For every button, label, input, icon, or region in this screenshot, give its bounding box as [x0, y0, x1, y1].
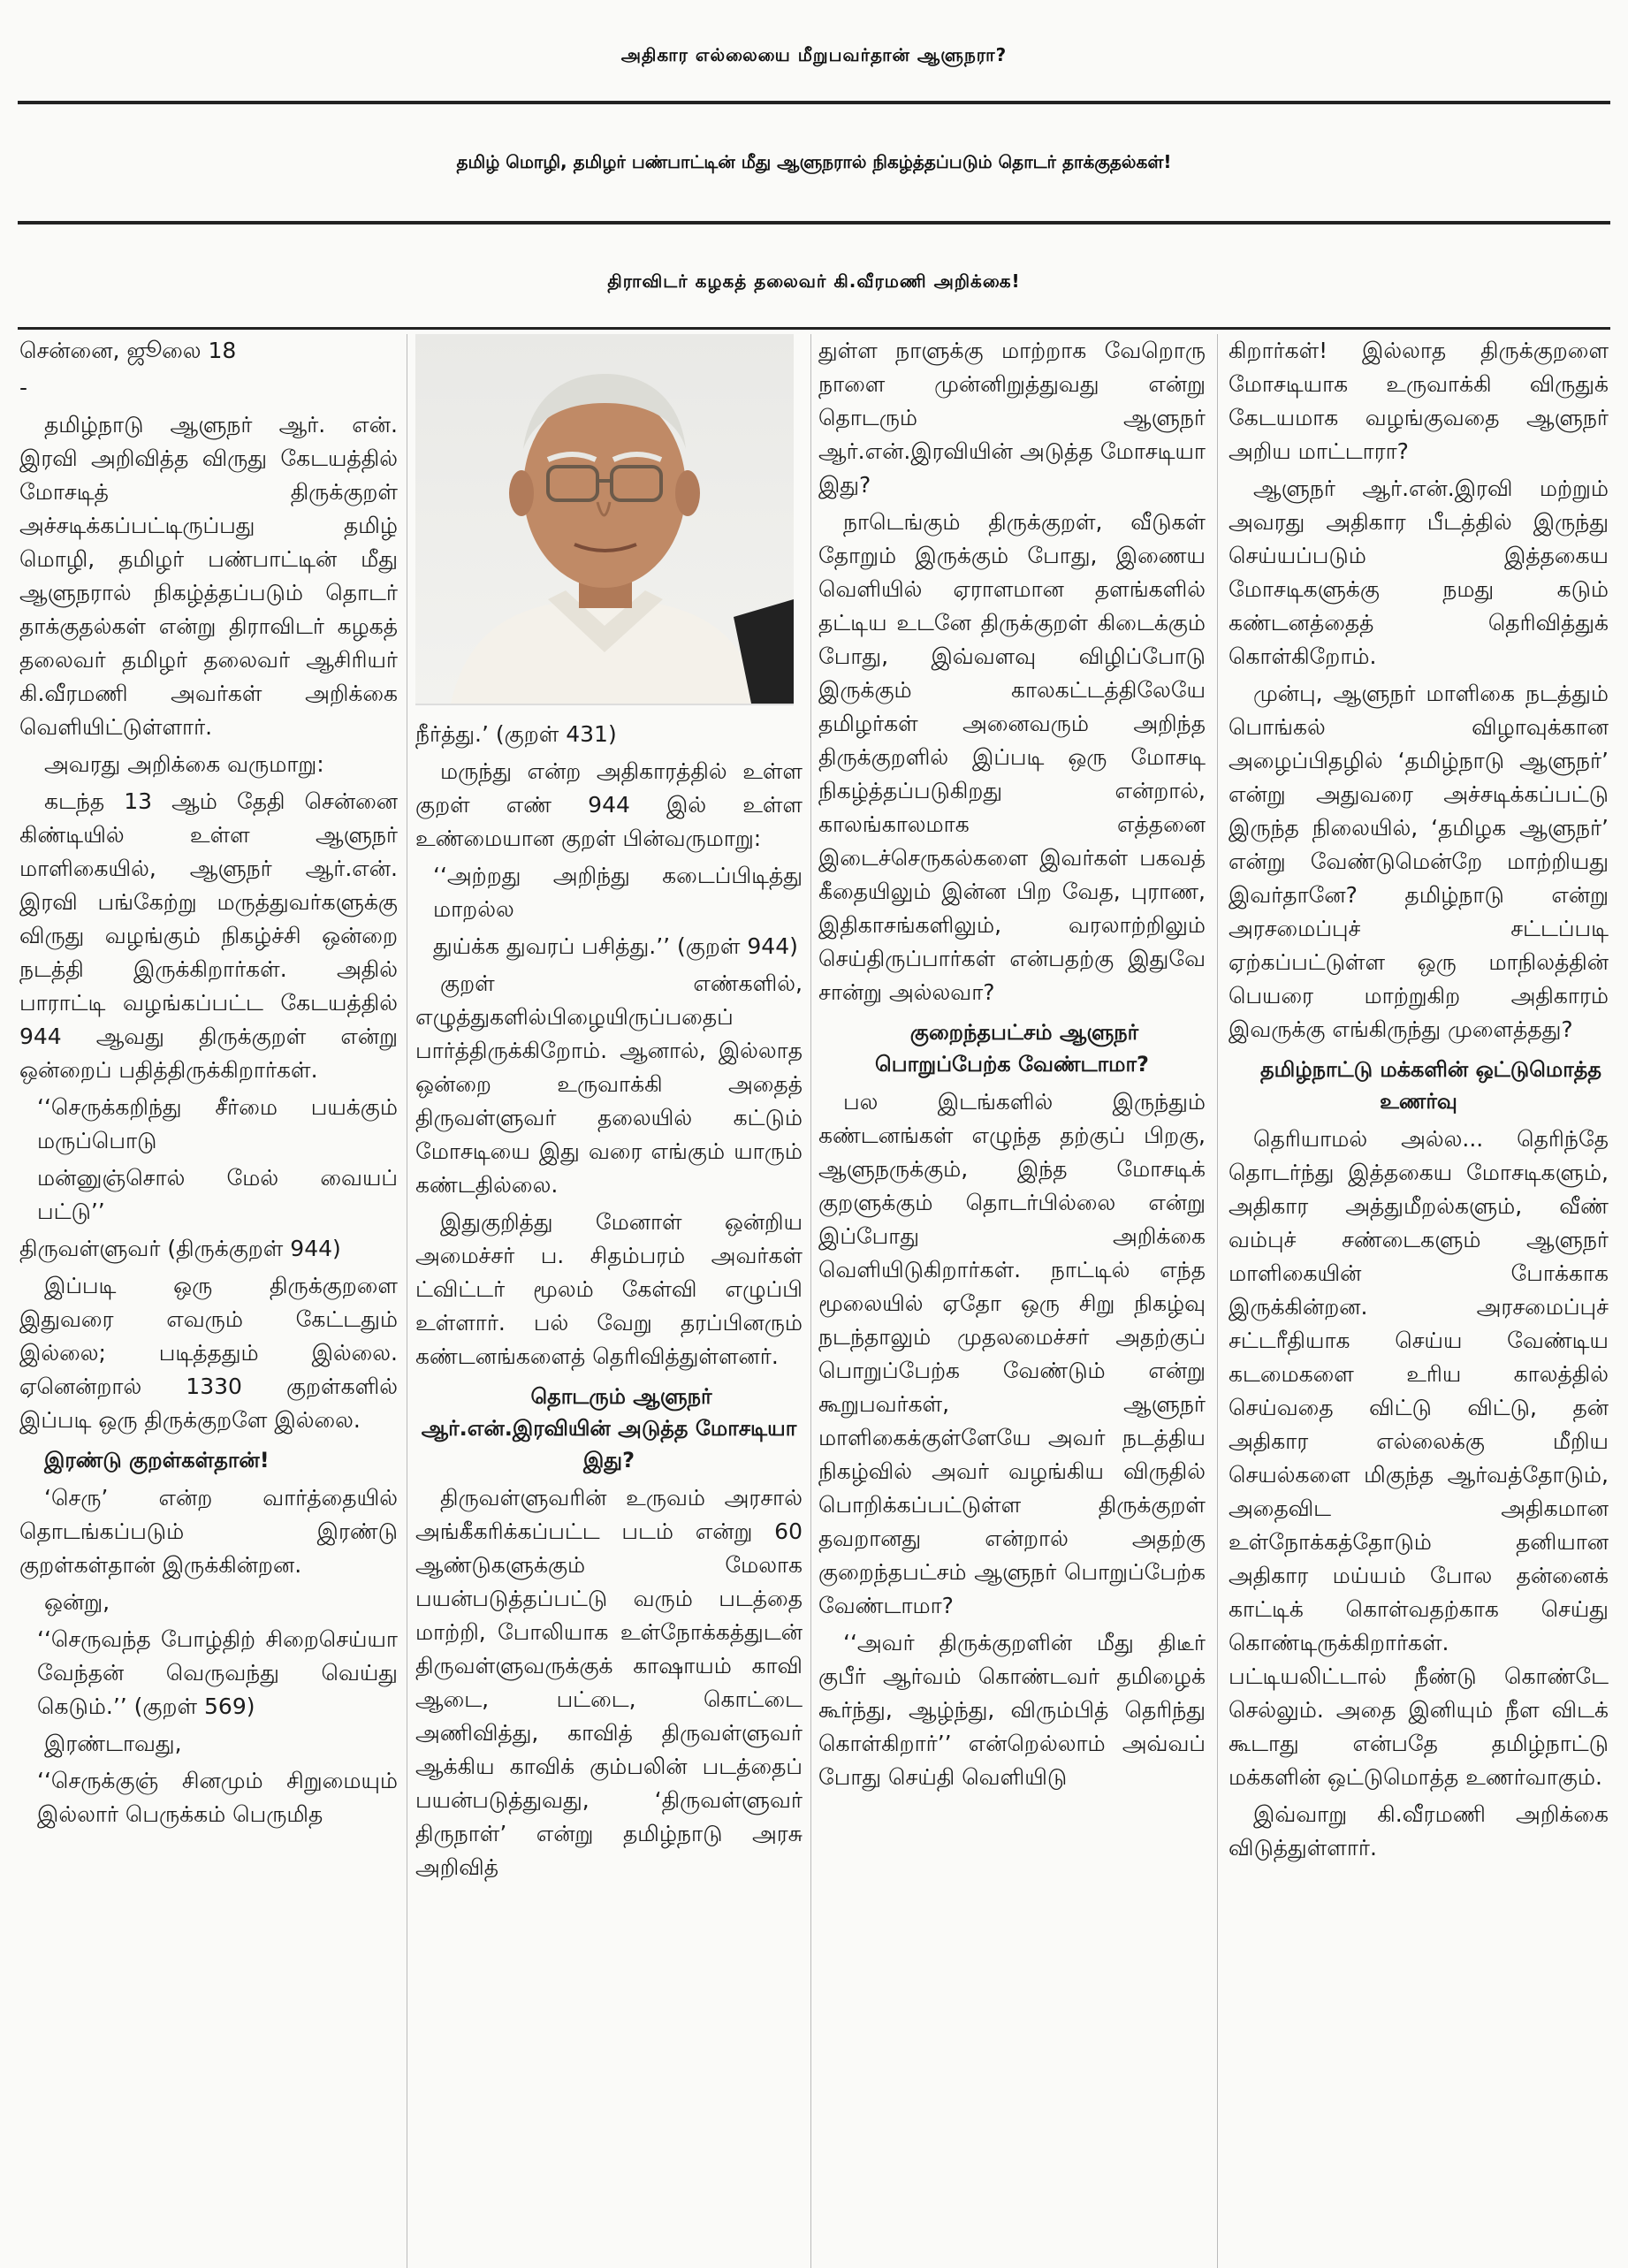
paragraph: இதுகுறித்து மேனாள் ஒன்றிய அமைச்சர் ப. சிதம்பரம் அவர்கள் ட்விட்டர் மூலம் கேள்வி எழுப்பி உள்ளார். பல் வேறு தரப்பினரும் கண்டனங்களைத் தெரிவித்துள்ளனர்.: [415, 1209, 803, 1369]
column-divider: [810, 334, 811, 2268]
portrait-photo-image: [415, 334, 794, 704]
kural-quote: ‘‘செருவந்த போழ்திற் சிறைசெய்யா வேந்தன் வெருவந்து வெய்து கெடும்.’’ (குறள் 569): [37, 1626, 398, 1719]
dateline-dash: -: [19, 375, 28, 400]
kural-citation: நீர்த்து.’ (குறள் 431): [415, 721, 617, 747]
paragraph: அவரது அறிக்கை வருமாறு:: [44, 751, 324, 777]
paragraph: ஆளுநர் ஆர்.என்.இரவி மற்றும் அவரது அதிகார பீடத்தில் இருந்து செய்யப்படும் இத்தகைய மோசடிகளுக்கு நமது கடும் கண்டனத்தைத் தெரிவித்துக் கொள்கிறோம்.: [1229, 476, 1609, 669]
paragraph: கடந்த 13 ஆம் தேதி சென்னை கிண்டியில் உள்ள ஆளுநர் மாளிகையில், ஆளுநர் ஆர்.என். இரவி பங்கேற்று மருத்துவர்களுக்கு விருது வழங்கும் நிகழ்ச்சி ஒன்றை நடத்தி இருக்கிறார்கள். அதில் பாராட்டி வழங்கப்பட்ட கேடயத்தில் 944 ஆவது திருக்குறள் என்று ஒன்றைப் பதித்திருக்கிறார்கள்.: [19, 788, 398, 1083]
article-column-4: [1229, 334, 1609, 2268]
divider: [18, 221, 1610, 225]
subheading: தமிழ்நாட்டு மக்களின் ஒட்டுமொத்த உணர்வு: [1260, 1057, 1601, 1114]
paragraph: ‘‘அவர் திருக்குறளின் மீது திடீர் குபீர் ஆர்வம் கொண்டவர் தமிழைக் கூர்ந்து, ஆழ்ந்து, விரும்பித் தெரிந்து கொள்கிறார்’’ என்றெல்லாம் அவ்வப் போது செய்தி வெளியிடு: [818, 1630, 1206, 1790]
kural-quote: துய்க்க துவரப் பசித்து.’’ (குறள் 944): [433, 933, 798, 959]
kural-quote: ‘‘செருக்குஞ் சினமும் சிறுமையும் இல்லார் பெருக்கம் பெருமித: [37, 1768, 398, 1827]
subheading: தொடரும் ஆளுநர் ஆர்.என்.இரவியின் அடுத்த மோசடியா இது?: [421, 1384, 797, 1473]
kural-quote: ‘‘அற்றது அறிந்து கடைப்பிடித்து மாறல்ல: [433, 863, 803, 922]
paragraph: தெரியாமல் அல்ல... தெரிந்தே தொடர்ந்து இத்தகைய மோசடிகளும், அதிகார அத்துமீறல்களும், வீண் வம்புச் சண்டைகளும் ஆளுநர் மாளிகையின் போக்காக இருக்கின்றன. அரசமைப்புச் சட்டரீதியாக செய்ய வேண்டிய கடமைகளை உரிய காலத்தில் செய்வதை விட்டு விட்டு, தன் அதிகார எல்லைக்கு மீறிய செயல்களை மிகுந்த ஆர்வத்தோடும், அதைவிட அதிகமான உள்நோக்கத்தோடும் தனியான அதிகார மய்யம் போல தன்னைக் காட்டிக் கொள்வதற்காக செய்து கொண்டிருக்கிறார்கள். பட்டியலிட்டால் நீண்டு கொண்டே செல்லும். அதை இனியும் நீள விடக் கூடாது என்பதே தமிழ்நாட்டு மக்களின் ஒட்டுமொத்த உணர்வாகும்.: [1229, 1126, 1609, 1790]
paragraph: துள்ள நாளுக்கு மாற்றாக வேறொரு நாளை முன்னிறுத்துவது என்று தொடரும் ஆளுநர் ஆர்.என்.இரவியின் அடுத்த மோசடியா இது?: [818, 338, 1206, 498]
paragraph: பல இடங்களில் இருந்தும் கண்டனங்கள் எழுந்த தற்குப் பிறகு, ஆளுநருக்கும், இந்த மோசடிக் குறளுக்கும் தொடர்பில்லை என்று இப்போது அறிக்கை வெளியிடுகிறார்கள். நாட்டில் எந்த மூலையில் ஏதோ ஒரு சிறு நிகழ்வு நடந்தாலும் முதலமைச்சர் அதற்குப் பொறுப்பேற்க வேண்டும் என்று கூறுபவர்கள், ஆளுநர் மாளிகைக்குள்ளேயே அவர் நடத்திய நிகழ்வில் அவர் வழங்கிய விருதில் பொறிக்கப்பட்டுள்ள திருக்குறள் தவறானது என்றால் அதற்கு குறைந்தபட்சம் ஆளுநர் பொறுப்பேற்க வேண்டாமா?: [818, 1089, 1206, 1618]
subheading: குறைந்தபட்சம் ஆளுநர் பொறுப்பேற்க வேண்டாமா?: [875, 1020, 1149, 1077]
paragraph: இப்படி ஒரு திருக்குறளை இதுவரை எவரும் கேட்டதும் இல்லை; படித்ததும் இல்லை. ஏனென்றால் 1330 குறள்களில் இப்படி ஒரு திருக்குறளே இல்லை.: [19, 1273, 398, 1433]
kural-quote: மன்னுஞ்சொல் மேல் வையப் பட்டு’’: [37, 1165, 398, 1224]
paragraph: திருவள்ளுவரின் உருவம் அரசால் அங்கீகரிக்கப்பட்ட படம் என்று 60 ஆண்டுகளுக்கும் மேலாக பயன்படுத்தப்பட்டு வரும் படத்தை மாற்றி, போலியாக உள்நோக்கத்துடன் திருவள்ளுவருக்குக் காஷாயம் காவி ஆடை, பட்டை, கொட்டை அணிவித்து, காவித் திருவள்ளுவர் ஆக்கிய காவிக் கும்பலின் படத்தைப் பயன்படுத்துவது, ‘திருவள்ளுவர் திருநாள்’ என்று தமிழ்நாடு அரசு அறிவித்: [415, 1485, 803, 1880]
article-column-3: [818, 334, 1206, 2268]
paragraph: குறள் எண்களில், எழுத்துகளில்பிழையிருப்பதைப் பார்த்திருக்கிறோம். ஆனால், இல்லாத ஒன்றை உருவாக்கி அதைத் திருவள்ளுவர் தலையில் கட்டும் மோசடியை இது வரை எங்கும் யாரும் கண்டதில்லை.: [415, 970, 803, 1198]
kural-citation: திருவள்ளுவர் (திருக்குறள் 944): [19, 1236, 341, 1261]
paragraph: நாடெங்கும் திருக்குறள், வீடுகள் தோறும் இருக்கும் போது, இணைய வெளியில் ஏராளமான தளங்களில் தட்டிய உடனே திருக்குறள் கிடைக்கும் போது, இவ்வளவு விழிப்போடு இருக்கும் காலகட்டத்திலேயே தமிழர்கள் அனைவரும் அறிந்த திருக்குறளில் இப்படி ஒரு மோசடி நிகழ்த்தப்படுகிறது என்றால், காலங்காலமாக எத்தனை இடைச்செருகல்களை இவர்கள் பகவத் கீதையிலும் இன்ன பிற வேத, புராண, இதிகாசங்களிலும், வரலாற்றிலும் செய்திருப்பார்கள் என்பதற்கு இதுவே சான்று அல்லவா?: [818, 509, 1206, 1005]
paragraph: இவ்வாறு கி.வீரமணி அறிக்கை விடுத்துள்ளார்.: [1229, 1801, 1609, 1861]
divider: [18, 327, 1610, 330]
headline-byline: திராவிடர் கழகத் தலைவர் கி.வீரமணி அறிக்கை!: [607, 270, 1021, 292]
subheading: இரண்டு குறள்கள்தான்!: [44, 1448, 270, 1473]
paragraph: மருந்து என்ற அதிகாரத்தில் உள்ள குறள் எண் 944 இல் உள்ள உண்மையான குறள் பின்வருமாறு:: [415, 758, 803, 851]
headline-secondary: தமிழ் மொழி, தமிழர் பண்பாட்டின் மீது ஆளுநரால் நிகழ்த்தப்படும் தொடர் தாக்குதல்கள்!: [456, 151, 1172, 172]
article-column-2: [415, 334, 803, 2268]
divider: [18, 101, 1610, 104]
paragraph: ஒன்று,: [44, 1589, 110, 1615]
column-divider: [1217, 334, 1218, 2268]
paragraph: முன்பு, ஆளுநர் மாளிகை நடத்தும் பொங்கல் விழாவுக்கான அழைப்பிதழில் ‘தமிழ்நாடு ஆளுநர்’ என்று அதுவரை அச்சடிக்கப்பட்டு இருந்த நிலையில், ‘தமிழக ஆளுநர்’ என்று வேண்டுமென்றே மாற்றியது இவர்தானே? தமிழ்நாடு என்று அரசமைப்புச் சட்டப்படி ஏற்கப்பட்டுள்ள ஒரு மாநிலத்தின் பெயரை மாற்றுகிற அதிகாரம் இவருக்கு எங்கிருந்து முளைத்தது?: [1229, 681, 1609, 1042]
kural-quote: ‘‘செருக்கறிந்து சீர்மை பயக்கும் மருப்பொடு: [37, 1094, 398, 1153]
dateline: சென்னை, ஜூலை 18: [19, 338, 237, 363]
article-column-1: [19, 334, 398, 2268]
paragraph: கிறார்கள்! இல்லாத திருக்குறளை மோசடியாக உருவாக்கி விருதுக் கேடயமாக வழங்குவதை ஆளுநர் அறிய மாட்டாரா?: [1229, 338, 1609, 464]
paragraph: தமிழ்நாடு ஆளுநர் ஆர். என். இரவி அறிவித்த விருது கேடயத்தில் மோசடித் திருக்குறள் அச்சடிக்கப்பட்டிருப்பது தமிழ் மொழி, தமிழர் பண்பாட்டின் மீது ஆளுநரால் நிகழ்த்தப்படும் தொடர் தாக்குதல்கள் என்று திராவிடர் கழகத் தலைவர் தமிழர் தலைவர் ஆசிரியர் கி.வீரமணி அவர்கள் அறிக்கை வெளியிட்டுள்ளார்.: [19, 412, 398, 740]
headline-primary: அதிகார எல்லையை மீறுபவர்தான் ஆளுநரா?: [620, 44, 1008, 65]
portrait-photo: [415, 334, 794, 705]
paragraph: இரண்டாவது,: [44, 1731, 182, 1756]
paragraph: ‘செரு’ என்ற வார்த்தையில் தொடங்கப்படும் இரண்டு குறள்கள்தான் இருக்கின்றன.: [19, 1485, 398, 1578]
